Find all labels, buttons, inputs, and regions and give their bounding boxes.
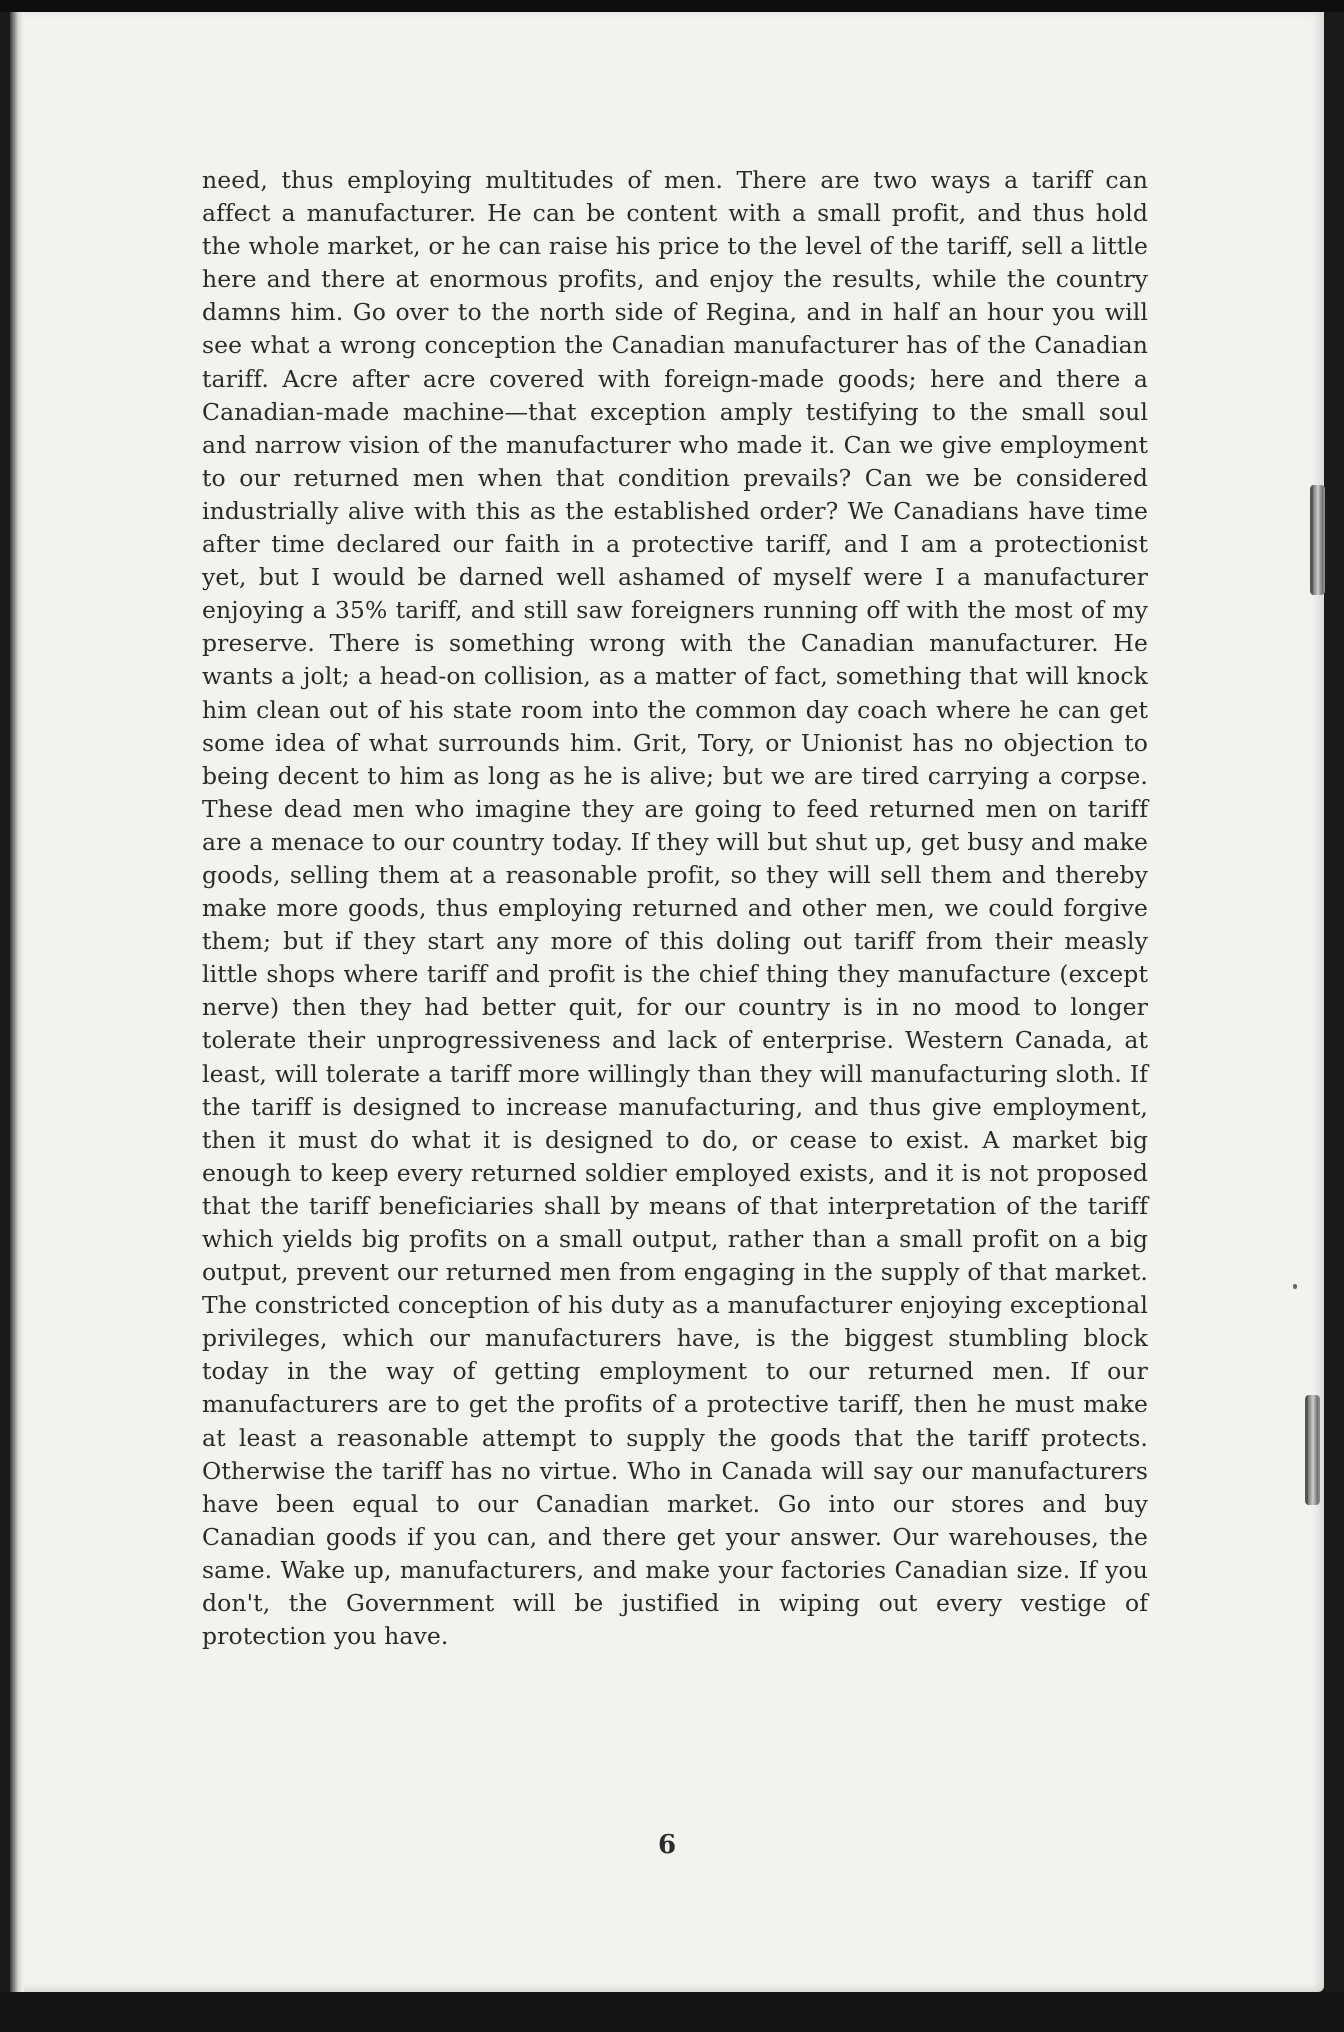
ink-speck [1293, 1284, 1297, 1289]
scan-bottom-edge [0, 1992, 1344, 2032]
body-paragraph: need, thus employing multitudes of men. There are two ways a tariff can affect a manufacturer. He can be content with a small profit, and thus hold the whole market, or he can raise his price to the level of the tariff, sell a little here and there at enormous profits, and enjoy the results, while the country damns him. Go over to the north side of Regina, and in half an hour you will see what a wrong conception the Canadian manufacturer has of the Canadian tariff. Acre after acre covered with foreign-made goods; here and there a Canadian-made machine—that exception amply testifying to the small soul and narrow vision of the manufacturer who made it. Can we give employment to our returned men when that condition prevails? Can we be considered industrially alive with this as the established order? We Canadians have time after time declared our faith in a protective tariff, and I am a protectionist yet, but I would be darned well ashamed of myself were I a manufacturer enjoying a 35% tariff, and still saw foreigners running off with the most of my preserve. There is something wrong with the Canadian manufacturer. He wants a jolt; a head-on collision, as a matter of fact, something that will knock him clean out of his state room into the common day coach where he can get some idea of what surrounds him. Grit, Tory, or Unionist has no objection to being decent to him as long as he is alive; but we are tired carrying a corpse. These dead men who imagine they are going to feed returned men on tariff are a menace to our country today. If they will but shut up, get busy and make goods, selling them at a reasonable profit, so they will sell them and thereby make more goods, thus employing returned and other men, we could forgive them; but if they start any more of this doling out tariff from their measly little shops where tariff and profit is the chief thing they manufacture (except nerve) then they had better quit, for our country is in no mood to longer tolerate their unprogressiveness and lack of enterprise. Western Canada, at least, will tolerate a tariff more willingly than they will manufacturing sloth. If the tariff is designed to increase manufacturing, and thus give employment, then it must do what it is designed to do, or cease to exist. A market big enough to keep every returned soldier employed exists, and it is not proposed that the tariff beneficiaries shall by means of that interpretation of the tariff which yields big profits on a small output, rather than a small profit on a big output, prevent our returned men from engaging in the supply of that market. The constricted conception of his duty as a manufacturer enjoying exceptional privileges, which our manufacturers have, is the biggest stumbling block today in the way of getting employment to our returned men. If our manufacturers are to get the profits of a protective tariff, then he must make at least a reasonable attempt to supply the goods that the tariff protects. Otherwise the tariff has no virtue. Who in Canada will say our manufacturers have been equal to our Canadian market. Go into our stores and buy Canadian goods if you can, and there get your answer. Our warehouses, the same. Wake up, manufacturers, and make your factories Canadian size. If you don't, the Government will be justified in wiping out every vestige of protection you have. [202, 166, 1148, 1651]
page-spine-shadow [10, 12, 24, 1992]
staple-icon [1310, 485, 1325, 595]
staple-icon [1305, 1395, 1320, 1505]
scan-top-edge [0, 0, 1344, 12]
page-number: 6 [657, 1830, 677, 1860]
document-page [10, 12, 1324, 1992]
